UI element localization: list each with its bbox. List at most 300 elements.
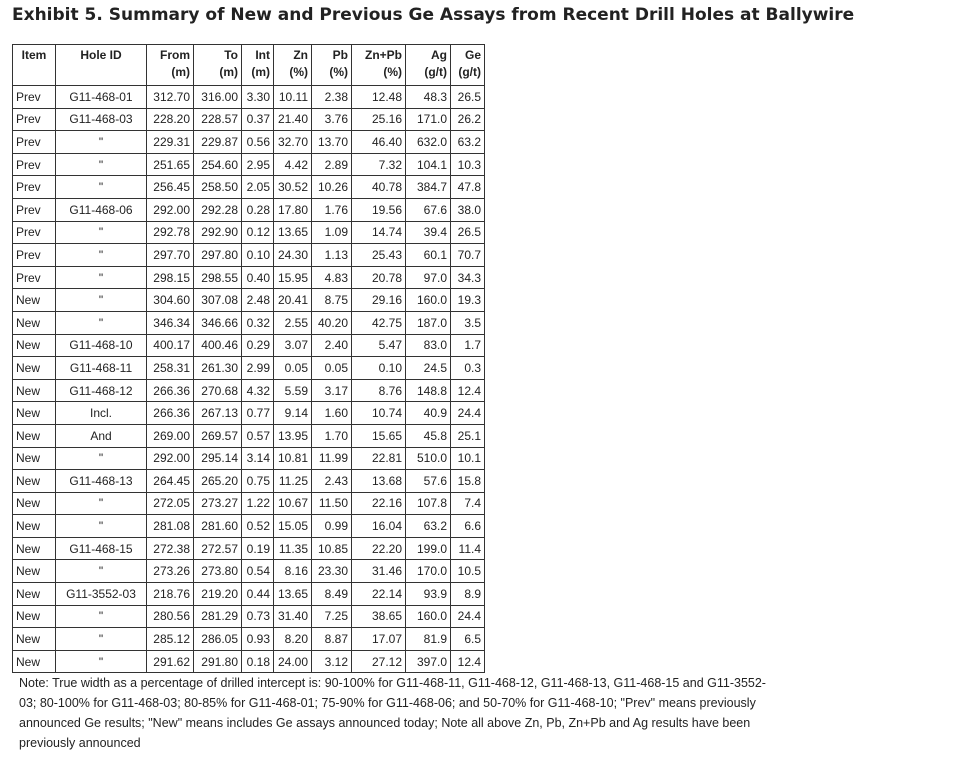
cell-zn: 8.16 <box>274 560 312 583</box>
table-row <box>13 537 485 560</box>
cell-hole-id: " <box>56 153 147 176</box>
cell-to: 273.27 <box>194 492 242 515</box>
cell-zn: 20.41 <box>274 289 312 312</box>
cell-from: 298.15 <box>147 266 194 289</box>
cell-zn-pb: 16.04 <box>352 515 406 538</box>
cell-ag: 160.0 <box>406 289 451 312</box>
cell-item: Prev <box>13 153 56 176</box>
cell-zn: 13.95 <box>274 424 312 447</box>
cell-hole-id: " <box>56 266 147 289</box>
cell-pb: 0.99 <box>312 515 352 538</box>
column-header-label: Zn+Pb <box>364 48 402 62</box>
cell-ge: 10.3 <box>451 153 485 176</box>
table-row <box>13 221 485 244</box>
cell-item: New <box>13 447 56 470</box>
cell-ge: 0.3 <box>451 357 485 380</box>
cell-zn-pb: 13.68 <box>352 470 406 493</box>
cell-item: New <box>13 628 56 651</box>
column-header-unit: (m) <box>251 65 270 79</box>
column-header-unit: (m) <box>219 65 238 79</box>
column-header-pb <box>312 45 352 86</box>
cell-zn: 24.00 <box>274 650 312 673</box>
cell-item: Prev <box>13 198 56 221</box>
cell-to: 219.20 <box>194 583 242 606</box>
cell-item: Prev <box>13 108 56 131</box>
cell-item: New <box>13 470 56 493</box>
cell-ag: 160.0 <box>406 605 451 628</box>
cell-hole-id: And <box>56 424 147 447</box>
cell-item: New <box>13 311 56 334</box>
cell-int: 3.30 <box>242 86 274 109</box>
table-row <box>13 447 485 470</box>
cell-zn-pb: 22.14 <box>352 583 406 606</box>
cell-hole-id: G11-3552-03 <box>56 583 147 606</box>
table-row <box>13 357 485 380</box>
cell-zn-pb: 25.43 <box>352 244 406 267</box>
cell-ag: 83.0 <box>406 334 451 357</box>
cell-ag: 104.1 <box>406 153 451 176</box>
cell-to: 286.05 <box>194 628 242 651</box>
cell-ag: 93.9 <box>406 583 451 606</box>
cell-zn: 8.20 <box>274 628 312 651</box>
cell-zn: 24.30 <box>274 244 312 267</box>
cell-pb: 2.89 <box>312 153 352 176</box>
cell-zn-pb: 8.76 <box>352 379 406 402</box>
cell-to: 254.60 <box>194 153 242 176</box>
cell-zn-pb: 22.20 <box>352 537 406 560</box>
cell-zn: 9.14 <box>274 402 312 425</box>
cell-from: 272.05 <box>147 492 194 515</box>
cell-hole-id: G11-468-06 <box>56 198 147 221</box>
cell-hole-id: " <box>56 605 147 628</box>
cell-ge: 24.4 <box>451 402 485 425</box>
cell-to: 292.28 <box>194 198 242 221</box>
cell-ge: 38.0 <box>451 198 485 221</box>
cell-int: 4.32 <box>242 379 274 402</box>
cell-zn-pb: 31.46 <box>352 560 406 583</box>
column-header-unit: (%) <box>329 65 348 79</box>
cell-ge: 34.3 <box>451 266 485 289</box>
cell-to: 229.87 <box>194 131 242 154</box>
column-header-unit: (g/t) <box>424 65 447 79</box>
table-row <box>13 131 485 154</box>
cell-ag: 148.8 <box>406 379 451 402</box>
cell-int: 0.40 <box>242 266 274 289</box>
cell-from: 266.36 <box>147 379 194 402</box>
cell-zn: 11.35 <box>274 537 312 560</box>
cell-int: 0.18 <box>242 650 274 673</box>
cell-ge: 3.5 <box>451 311 485 334</box>
cell-int: 0.12 <box>242 221 274 244</box>
cell-hole-id: " <box>56 311 147 334</box>
cell-item: New <box>13 424 56 447</box>
column-header-unit: (m) <box>171 65 190 79</box>
cell-to: 316.00 <box>194 86 242 109</box>
cell-pb: 11.99 <box>312 447 352 470</box>
cell-to: 261.30 <box>194 357 242 380</box>
table-row <box>13 334 485 357</box>
cell-int: 0.32 <box>242 311 274 334</box>
cell-to: 281.60 <box>194 515 242 538</box>
cell-zn: 13.65 <box>274 583 312 606</box>
table-row <box>13 650 485 673</box>
cell-zn: 0.05 <box>274 357 312 380</box>
cell-item: Prev <box>13 221 56 244</box>
cell-from: 291.62 <box>147 650 194 673</box>
cell-ag: 510.0 <box>406 447 451 470</box>
column-header-label: Ge <box>464 48 481 62</box>
cell-hole-id: Incl. <box>56 402 147 425</box>
cell-ge: 26.5 <box>451 86 485 109</box>
column-header-ag <box>406 45 451 86</box>
cell-from: 273.26 <box>147 560 194 583</box>
cell-ge: 12.4 <box>451 379 485 402</box>
cell-pb: 10.85 <box>312 537 352 560</box>
cell-int: 0.19 <box>242 537 274 560</box>
cell-to: 298.55 <box>194 266 242 289</box>
cell-zn-pb: 20.78 <box>352 266 406 289</box>
cell-to: 307.08 <box>194 289 242 312</box>
cell-ge: 24.4 <box>451 605 485 628</box>
cell-ag: 199.0 <box>406 537 451 560</box>
cell-ge: 15.8 <box>451 470 485 493</box>
cell-pb: 1.76 <box>312 198 352 221</box>
cell-zn-pb: 12.48 <box>352 86 406 109</box>
cell-pb: 13.70 <box>312 131 352 154</box>
cell-zn-pb: 7.32 <box>352 153 406 176</box>
column-header-zn-pb <box>352 45 406 86</box>
cell-int: 0.93 <box>242 628 274 651</box>
cell-int: 0.10 <box>242 244 274 267</box>
cell-ag: 63.2 <box>406 515 451 538</box>
cell-zn-pb: 38.65 <box>352 605 406 628</box>
cell-to: 281.29 <box>194 605 242 628</box>
cell-item: New <box>13 560 56 583</box>
cell-zn-pb: 22.81 <box>352 447 406 470</box>
cell-from: 292.78 <box>147 221 194 244</box>
cell-item: Prev <box>13 176 56 199</box>
cell-zn-pb: 29.16 <box>352 289 406 312</box>
column-header-from <box>147 45 194 86</box>
column-header-item <box>13 45 56 86</box>
cell-item: Prev <box>13 131 56 154</box>
cell-pb: 3.12 <box>312 650 352 673</box>
cell-int: 2.99 <box>242 357 274 380</box>
cell-zn-pb: 14.74 <box>352 221 406 244</box>
cell-zn-pb: 17.07 <box>352 628 406 651</box>
cell-zn: 32.70 <box>274 131 312 154</box>
table-row <box>13 244 485 267</box>
cell-pb: 7.25 <box>312 605 352 628</box>
cell-zn: 15.95 <box>274 266 312 289</box>
cell-hole-id: G11-468-12 <box>56 379 147 402</box>
cell-from: 258.31 <box>147 357 194 380</box>
cell-pb: 8.87 <box>312 628 352 651</box>
table-row <box>13 266 485 289</box>
cell-int: 0.73 <box>242 605 274 628</box>
cell-pb: 40.20 <box>312 311 352 334</box>
cell-hole-id: " <box>56 650 147 673</box>
table-row <box>13 86 485 109</box>
cell-to: 272.57 <box>194 537 242 560</box>
cell-pb: 11.50 <box>312 492 352 515</box>
table-row <box>13 176 485 199</box>
cell-int: 1.22 <box>242 492 274 515</box>
cell-hole-id: " <box>56 492 147 515</box>
cell-pb: 2.40 <box>312 334 352 357</box>
cell-from: 269.00 <box>147 424 194 447</box>
cell-hole-id: " <box>56 560 147 583</box>
table-row <box>13 515 485 538</box>
cell-pb: 1.13 <box>312 244 352 267</box>
cell-ag: 170.0 <box>406 560 451 583</box>
cell-int: 0.56 <box>242 131 274 154</box>
cell-int: 3.14 <box>242 447 274 470</box>
cell-ag: 48.3 <box>406 86 451 109</box>
cell-from: 256.45 <box>147 176 194 199</box>
cell-ge: 10.1 <box>451 447 485 470</box>
column-header-unit: (g/t) <box>458 65 481 79</box>
cell-zn: 2.55 <box>274 311 312 334</box>
table-row <box>13 289 485 312</box>
cell-zn: 13.65 <box>274 221 312 244</box>
cell-ge: 8.9 <box>451 583 485 606</box>
cell-hole-id: " <box>56 289 147 312</box>
cell-zn-pb: 22.16 <box>352 492 406 515</box>
cell-item: New <box>13 402 56 425</box>
cell-ge: 12.4 <box>451 650 485 673</box>
cell-hole-id: " <box>56 131 147 154</box>
column-header-label: Hole ID <box>80 48 122 62</box>
column-header-int <box>242 45 274 86</box>
cell-hole-id: G11-468-01 <box>56 86 147 109</box>
cell-to: 295.14 <box>194 447 242 470</box>
cell-ge: 10.5 <box>451 560 485 583</box>
cell-zn: 15.05 <box>274 515 312 538</box>
column-header-label: Int <box>255 48 270 62</box>
cell-ag: 397.0 <box>406 650 451 673</box>
cell-item: New <box>13 289 56 312</box>
table-row <box>13 379 485 402</box>
cell-to: 297.80 <box>194 244 242 267</box>
table-row <box>13 153 485 176</box>
cell-zn: 10.11 <box>274 86 312 109</box>
table-row <box>13 605 485 628</box>
cell-item: New <box>13 537 56 560</box>
cell-hole-id: " <box>56 447 147 470</box>
cell-ag: 384.7 <box>406 176 451 199</box>
cell-hole-id: " <box>56 221 147 244</box>
cell-hole-id: G11-468-15 <box>56 537 147 560</box>
cell-pb: 1.70 <box>312 424 352 447</box>
cell-ag: 57.6 <box>406 470 451 493</box>
cell-zn-pb: 0.10 <box>352 357 406 380</box>
cell-ag: 39.4 <box>406 221 451 244</box>
cell-zn-pb: 27.12 <box>352 650 406 673</box>
cell-ge: 6.6 <box>451 515 485 538</box>
cell-hole-id: G11-468-03 <box>56 108 147 131</box>
cell-zn: 17.80 <box>274 198 312 221</box>
cell-to: 291.80 <box>194 650 242 673</box>
cell-zn: 5.59 <box>274 379 312 402</box>
cell-pb: 0.05 <box>312 357 352 380</box>
cell-ag: 67.6 <box>406 198 451 221</box>
cell-ge: 11.4 <box>451 537 485 560</box>
cell-zn-pb: 46.40 <box>352 131 406 154</box>
cell-zn: 30.52 <box>274 176 312 199</box>
cell-item: Prev <box>13 244 56 267</box>
cell-hole-id: " <box>56 515 147 538</box>
cell-pb: 3.76 <box>312 108 352 131</box>
cell-item: New <box>13 650 56 673</box>
cell-pb: 2.43 <box>312 470 352 493</box>
cell-hole-id: G11-468-13 <box>56 470 147 493</box>
cell-pb: 4.83 <box>312 266 352 289</box>
table-body <box>13 86 485 673</box>
table-row <box>13 583 485 606</box>
cell-to: 270.68 <box>194 379 242 402</box>
cell-from: 229.31 <box>147 131 194 154</box>
table-row <box>13 402 485 425</box>
table-row <box>13 492 485 515</box>
column-header-to <box>194 45 242 86</box>
cell-from: 346.34 <box>147 311 194 334</box>
cell-ge: 63.2 <box>451 131 485 154</box>
cell-to: 267.13 <box>194 402 242 425</box>
cell-pb: 23.30 <box>312 560 352 583</box>
cell-from: 218.76 <box>147 583 194 606</box>
cell-hole-id: G11-468-11 <box>56 357 147 380</box>
cell-hole-id: " <box>56 176 147 199</box>
column-header-ge <box>451 45 485 86</box>
cell-zn: 4.42 <box>274 153 312 176</box>
column-header-label: Item <box>21 48 47 62</box>
cell-ge: 70.7 <box>451 244 485 267</box>
table-row <box>13 108 485 131</box>
cell-zn: 31.40 <box>274 605 312 628</box>
table-row <box>13 628 485 651</box>
cell-from: 304.60 <box>147 289 194 312</box>
cell-ag: 171.0 <box>406 108 451 131</box>
cell-pb: 8.49 <box>312 583 352 606</box>
column-header-label: Zn <box>293 48 308 62</box>
table-row <box>13 198 485 221</box>
cell-item: Prev <box>13 86 56 109</box>
cell-zn-pb: 40.78 <box>352 176 406 199</box>
cell-from: 264.45 <box>147 470 194 493</box>
cell-from: 281.08 <box>147 515 194 538</box>
cell-item: New <box>13 334 56 357</box>
cell-int: 0.44 <box>242 583 274 606</box>
cell-zn-pb: 25.16 <box>352 108 406 131</box>
cell-pb: 8.75 <box>312 289 352 312</box>
cell-pb: 10.26 <box>312 176 352 199</box>
cell-from: 297.70 <box>147 244 194 267</box>
column-header-label: Ag <box>431 48 447 62</box>
cell-zn-pb: 15.65 <box>352 424 406 447</box>
cell-from: 280.56 <box>147 605 194 628</box>
cell-pb: 1.60 <box>312 402 352 425</box>
cell-int: 0.57 <box>242 424 274 447</box>
cell-ge: 7.4 <box>451 492 485 515</box>
table-row <box>13 424 485 447</box>
cell-ag: 632.0 <box>406 131 451 154</box>
cell-to: 265.20 <box>194 470 242 493</box>
cell-from: 266.36 <box>147 402 194 425</box>
cell-hole-id: G11-468-10 <box>56 334 147 357</box>
cell-from: 251.65 <box>147 153 194 176</box>
cell-from: 400.17 <box>147 334 194 357</box>
cell-ag: 187.0 <box>406 311 451 334</box>
column-header-unit: (%) <box>383 65 402 79</box>
cell-from: 285.12 <box>147 628 194 651</box>
cell-ag: 107.8 <box>406 492 451 515</box>
cell-item: New <box>13 605 56 628</box>
cell-zn-pb: 42.75 <box>352 311 406 334</box>
cell-from: 272.38 <box>147 537 194 560</box>
cell-from: 228.20 <box>147 108 194 131</box>
cell-zn: 10.81 <box>274 447 312 470</box>
cell-ge: 25.1 <box>451 424 485 447</box>
cell-pb: 3.17 <box>312 379 352 402</box>
cell-int: 0.75 <box>242 470 274 493</box>
column-header-label: From <box>160 48 190 62</box>
column-header-label: To <box>224 48 238 62</box>
cell-zn: 11.25 <box>274 470 312 493</box>
cell-item: New <box>13 515 56 538</box>
column-header-zn <box>274 45 312 86</box>
cell-zn: 3.07 <box>274 334 312 357</box>
cell-int: 2.48 <box>242 289 274 312</box>
cell-to: 228.57 <box>194 108 242 131</box>
cell-int: 2.95 <box>242 153 274 176</box>
cell-hole-id: " <box>56 628 147 651</box>
cell-int: 2.05 <box>242 176 274 199</box>
exhibit-title: Exhibit 5. Summary of New and Previous Ge Assays from Recent Drill Holes at Ballywire <box>12 5 855 25</box>
cell-ge: 26.2 <box>451 108 485 131</box>
cell-pb: 2.38 <box>312 86 352 109</box>
cell-item: Prev <box>13 266 56 289</box>
cell-int: 0.28 <box>242 198 274 221</box>
cell-to: 269.57 <box>194 424 242 447</box>
table-row <box>13 470 485 493</box>
cell-ag: 60.1 <box>406 244 451 267</box>
cell-from: 292.00 <box>147 198 194 221</box>
cell-item: New <box>13 379 56 402</box>
cell-ag: 97.0 <box>406 266 451 289</box>
cell-ge: 19.3 <box>451 289 485 312</box>
cell-int: 0.52 <box>242 515 274 538</box>
cell-zn-pb: 10.74 <box>352 402 406 425</box>
cell-from: 312.70 <box>147 86 194 109</box>
table-note: Note: True width as a percentage of drilled intercept is: 90-100% for G11-468-11, G11-468-12, G11-468-13, G11-468-15 and G11-3552-03; 80-100% for G11-468-03; 80-85% for G11-468-01; 75-90% for G11-468-06; and 50-70% for G11-468-10; "Prev" means previously announced Ge results; "New" means includes Ge assays announced today; Note all above Zn, Pb, Zn+Pb and Ag results have been previously announced <box>19 676 766 750</box>
cell-to: 273.80 <box>194 560 242 583</box>
cell-ge: 6.5 <box>451 628 485 651</box>
cell-zn-pb: 19.56 <box>352 198 406 221</box>
cell-item: New <box>13 357 56 380</box>
assay-table <box>12 44 485 673</box>
cell-to: 292.90 <box>194 221 242 244</box>
cell-from: 292.00 <box>147 447 194 470</box>
column-header-hole-id <box>56 45 147 86</box>
cell-hole-id: " <box>56 244 147 267</box>
cell-zn: 10.67 <box>274 492 312 515</box>
cell-zn-pb: 5.47 <box>352 334 406 357</box>
cell-ag: 40.9 <box>406 402 451 425</box>
cell-ge: 26.5 <box>451 221 485 244</box>
cell-int: 0.37 <box>242 108 274 131</box>
cell-to: 258.50 <box>194 176 242 199</box>
